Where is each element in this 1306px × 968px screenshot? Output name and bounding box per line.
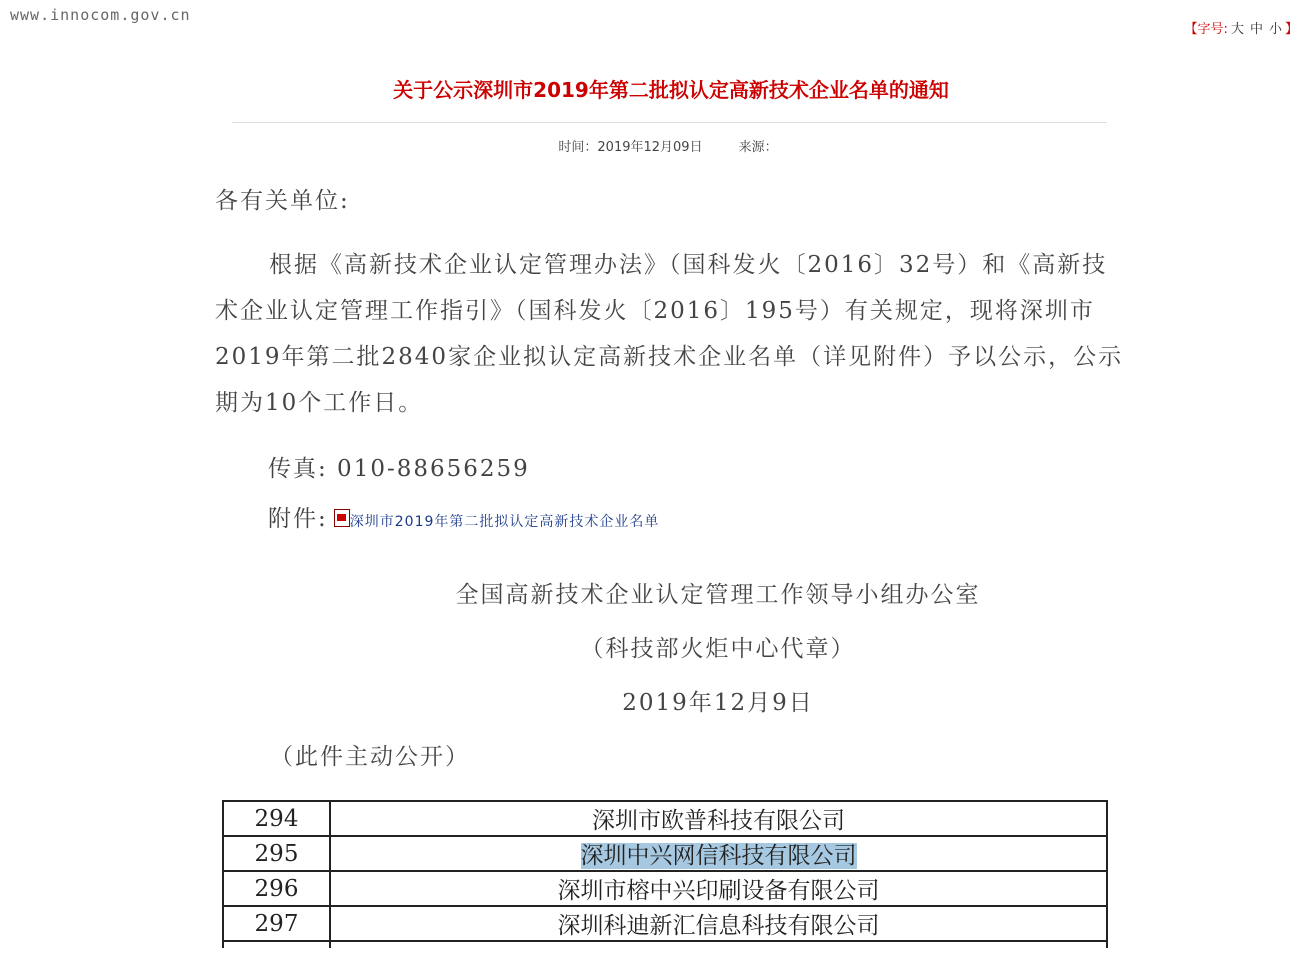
salutation: 各有关单位: (215, 188, 350, 214)
issuing-org: 全国高新技术企业认定管理工作领导小组办公室 (455, 582, 981, 608)
publish-time: 时间：2019年12月09日 (558, 140, 703, 155)
issue-date: 2019年12月9日 (622, 690, 814, 716)
body-paragraph: 根据《高新技术企业认定管理办法》（国科发火〔2016〕32号）和《高新技术企业认定管理工作指引》（国科发火〔2016〕195号）有关规定，现将深圳市2019年第二批2840家企业拟认定高新技术企业名单（详见附件）予以公示，公示期为10个工作日。 (215, 252, 1124, 416)
font-size-large[interactable]: 大 (1230, 22, 1244, 37)
company-name (330, 836, 1107, 871)
cell (223, 941, 330, 948)
table-row (223, 906, 1107, 941)
row-number: 295 (223, 836, 330, 871)
site-url: www.innocom.gov.cn (10, 6, 191, 24)
row-number: 297 (223, 906, 330, 941)
company-table (222, 800, 1108, 948)
selected-text: 深圳中兴网信科技有限公司 (580, 843, 857, 869)
title-divider (232, 122, 1107, 123)
row-number: 296 (223, 871, 330, 906)
font-size-medium[interactable]: 中 (1249, 22, 1263, 37)
table-row (223, 871, 1107, 906)
font-size-small[interactable]: 小 (1268, 22, 1282, 37)
page-title: 关于公示深圳市2019年第二批拟认定高新技术企业名单的通知 (393, 78, 949, 102)
fax: 传真: 010-88656259 (268, 456, 530, 482)
font-size-bracket: 】 (1284, 22, 1298, 37)
table-row-partial (223, 941, 1107, 948)
pdf-icon (334, 509, 350, 527)
row-number: 294 (223, 801, 330, 836)
attachment-label: 附件: (268, 506, 328, 532)
company-name: 深圳市榕中兴印刷设备有限公司 (330, 871, 1107, 906)
company-name: 深圳科迪新汇信息科技有限公司 (330, 906, 1107, 941)
table-row (223, 801, 1107, 836)
seal-note: （科技部火炬中心代章） (580, 636, 856, 662)
font-size-control (1185, 18, 1298, 37)
source: 来源： (738, 140, 778, 155)
attachment (268, 496, 659, 545)
table-row (223, 836, 1107, 871)
cell (330, 941, 1107, 948)
attachment-link[interactable]: 深圳市2019年第二批拟认定高新技术企业名单 (349, 514, 660, 530)
public-note: （此件主动公开） (270, 744, 470, 770)
font-size-label: 【字号: (1184, 22, 1228, 37)
company-name: 深圳市欧普科技有限公司 (330, 801, 1107, 836)
article-meta (0, 136, 1306, 155)
